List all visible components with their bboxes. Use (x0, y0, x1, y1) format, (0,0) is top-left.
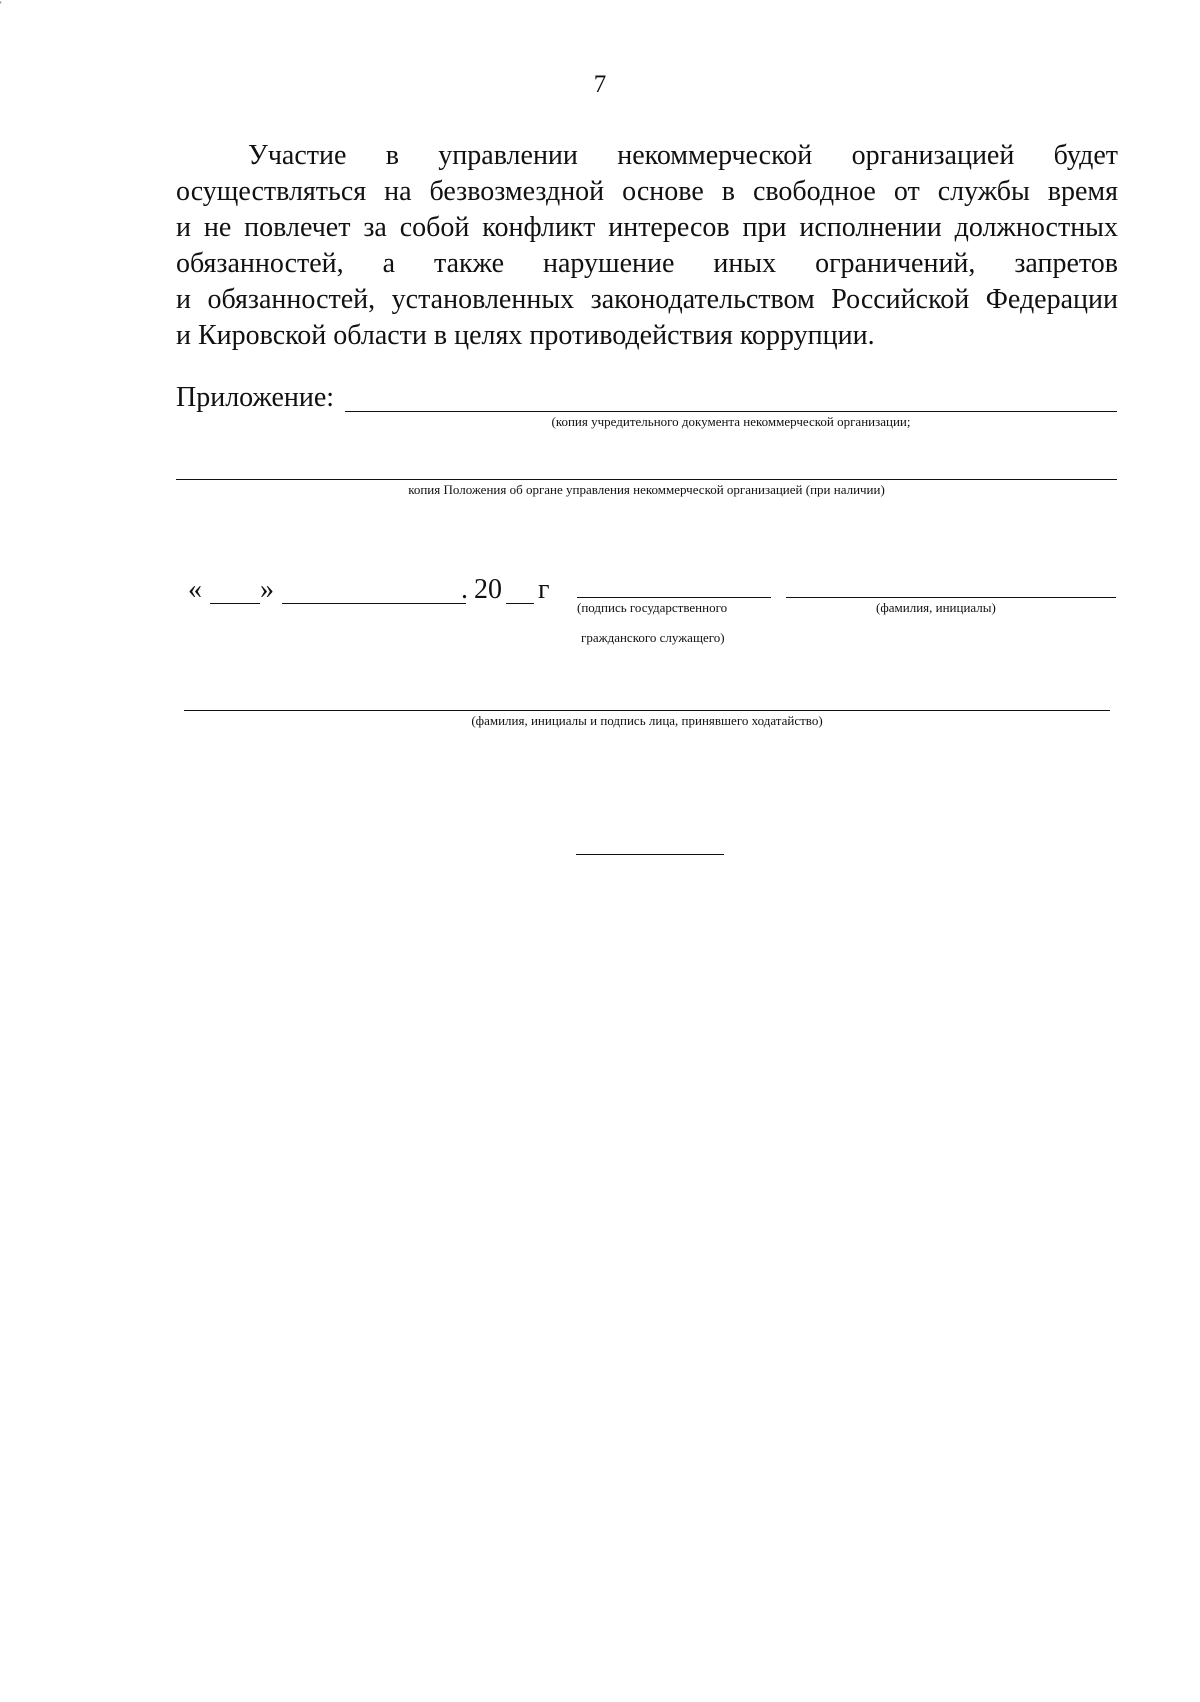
paragraph-line-5: и обязанностей, установленных законодательством Российской Федерации (176, 284, 1118, 315)
date-month-line[interactable] (282, 603, 466, 604)
date-dot: . (461, 574, 468, 605)
page-number: 7 (593, 71, 607, 98)
main-paragraph (176, 138, 1118, 354)
attachment-line-2[interactable] (176, 479, 1117, 480)
date-year-suffix: г (538, 574, 550, 605)
attachment-line-1[interactable] (345, 411, 1117, 412)
date-quote-open: « (188, 574, 202, 605)
name-line[interactable] (786, 597, 1116, 598)
paragraph-line-6: и Кировской области в целях противодействия коррупции. (176, 320, 875, 351)
paragraph-line-1: Участие в управлении некоммерческой организацией будет (248, 140, 1118, 171)
date-day-line[interactable] (210, 603, 260, 604)
attachment-caption-2: копия Положения об органе управления некоммерческой организацией (при наличии) (408, 482, 885, 497)
signature-caption-line2: гражданского служащего) (581, 630, 725, 645)
signature-caption-line1: (подпись государственного (577, 600, 728, 615)
signature-line[interactable] (577, 597, 771, 598)
scan-corner-mark: ' (0, 0, 2, 10)
date-year-prefix: 20 (474, 574, 502, 605)
paragraph-line-3: и не повлечет за собой конфликт интересов при исполнении должностных (176, 212, 1118, 243)
receiver-caption: (фамилия, инициалы и подпись лица, принявшего ходатайство) (471, 713, 823, 728)
paragraph-line-2: осуществляться на безвозмездной основе в свободное от службы время (176, 176, 1118, 207)
paragraph-line-4: обязанностей, а также нарушение иных ограничений, запретов (176, 248, 1118, 279)
receiver-line[interactable] (184, 710, 1110, 711)
end-separator (576, 854, 724, 855)
attachment-caption-1: (копия учредительного документа некоммерческой организации; (551, 414, 911, 429)
attachment-label: Приложение: (176, 382, 335, 413)
name-caption: (фамилия, инициалы) (876, 600, 996, 615)
date-year-line[interactable] (506, 603, 534, 604)
date-quote-close: » (260, 574, 274, 605)
